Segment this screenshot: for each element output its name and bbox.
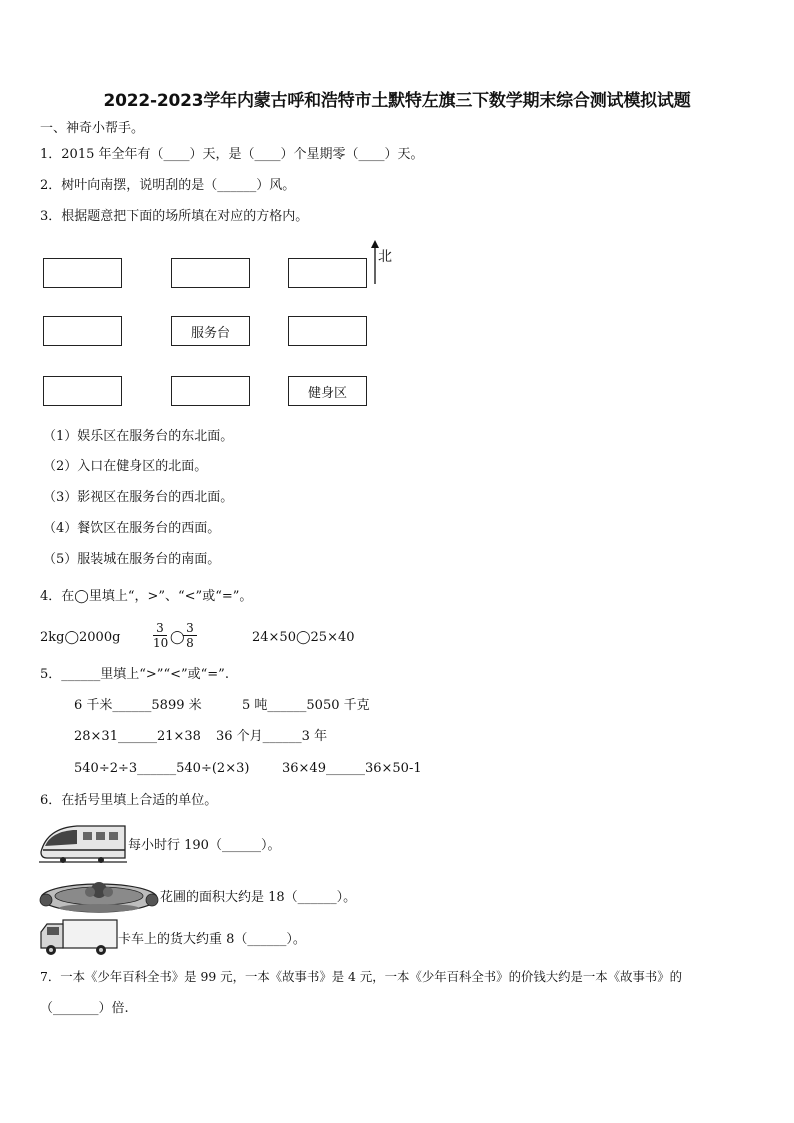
question-2: 2．树叶向南摆，说明刮的是（______）风。 xyxy=(40,178,296,193)
page-title: 2022-2023学年内蒙古呼和浩特市土默特左旗三下数学期末综合测试模拟试题 xyxy=(103,91,691,111)
fraction-1-numerator: 3 xyxy=(153,621,167,636)
q3-item: （5）服装城在服务台的南面。 xyxy=(43,552,221,567)
q4-part-a: 2kg◯2000g xyxy=(40,630,121,645)
q5-item: 36 个月______3 年 xyxy=(216,729,328,744)
q5-item: 36×49______36×50-1 xyxy=(282,761,422,776)
train-icon xyxy=(37,822,129,866)
map-box-e[interactable] xyxy=(288,316,367,346)
question-5: 5．______里填上“>”“<”或“=”. xyxy=(40,667,229,682)
question-4: 4．在◯里填上“，>”、“<”或“=”。 xyxy=(40,589,253,604)
section-heading: 一、神奇小帮手。 xyxy=(40,121,145,136)
q3-item: （3）影视区在服务台的西北面。 xyxy=(43,490,234,505)
map-box-sw[interactable] xyxy=(43,376,122,406)
truck-icon xyxy=(37,918,119,958)
q5-item: 6 千米______5899 米 xyxy=(74,698,202,713)
q6-item: 每小时行 190（______）。 xyxy=(128,838,281,853)
q5-item: 28×31______21×38 xyxy=(74,729,201,744)
question-3: 3．根据题意把下面的场所填在对应的方格内。 xyxy=(40,209,309,224)
q6-item: 花圃的面积大约是 18（______）。 xyxy=(160,890,357,905)
q5-item: 5 吨______5050 千克 xyxy=(242,698,370,713)
question-7: 7．一本《少年百科全书》是 99 元，一本《故事书》是 4 元，一本《少年百科全书》的价钱大约是一本《故事书》的 xyxy=(40,969,683,984)
q5-item: 540÷2÷3______540÷(2×3) xyxy=(74,761,250,776)
map-box-se: 健身区 xyxy=(288,376,367,406)
north-label: 北 xyxy=(378,249,392,265)
question-7-continued: （_______）倍. xyxy=(40,1001,129,1016)
flowerbed-icon xyxy=(38,876,160,914)
question-1: 1．2015 年全年有（____）天，是（____）个星期零（____）天。 xyxy=(40,147,424,162)
question-6: 6．在括号里填上合适的单位。 xyxy=(40,793,218,808)
fraction-1 xyxy=(153,621,167,650)
map-box-w[interactable] xyxy=(43,316,122,346)
map-box-nw[interactable] xyxy=(43,258,122,288)
q3-item: （2）入口在健身区的北面。 xyxy=(43,459,208,474)
fraction-2-numerator: 3 xyxy=(183,621,197,636)
map-box-s[interactable] xyxy=(171,376,250,406)
map-box-n[interactable] xyxy=(171,258,250,288)
q6-item: 卡车上的货大约重 8（______）。 xyxy=(118,932,306,947)
fraction-2-denominator: 8 xyxy=(186,636,194,650)
q4-part-c: 24×50◯25×40 xyxy=(252,630,355,645)
q3-item: （4）餐饮区在服务台的西面。 xyxy=(43,521,221,536)
fraction-2 xyxy=(183,621,197,650)
map-box-center: 服务台 xyxy=(171,316,250,346)
map-box-ne[interactable] xyxy=(288,258,367,288)
fraction-1-denominator: 10 xyxy=(153,636,169,650)
q3-item: （1）娱乐区在服务台的东北面。 xyxy=(43,429,234,444)
compare-circle[interactable]: ◯ xyxy=(170,630,185,645)
